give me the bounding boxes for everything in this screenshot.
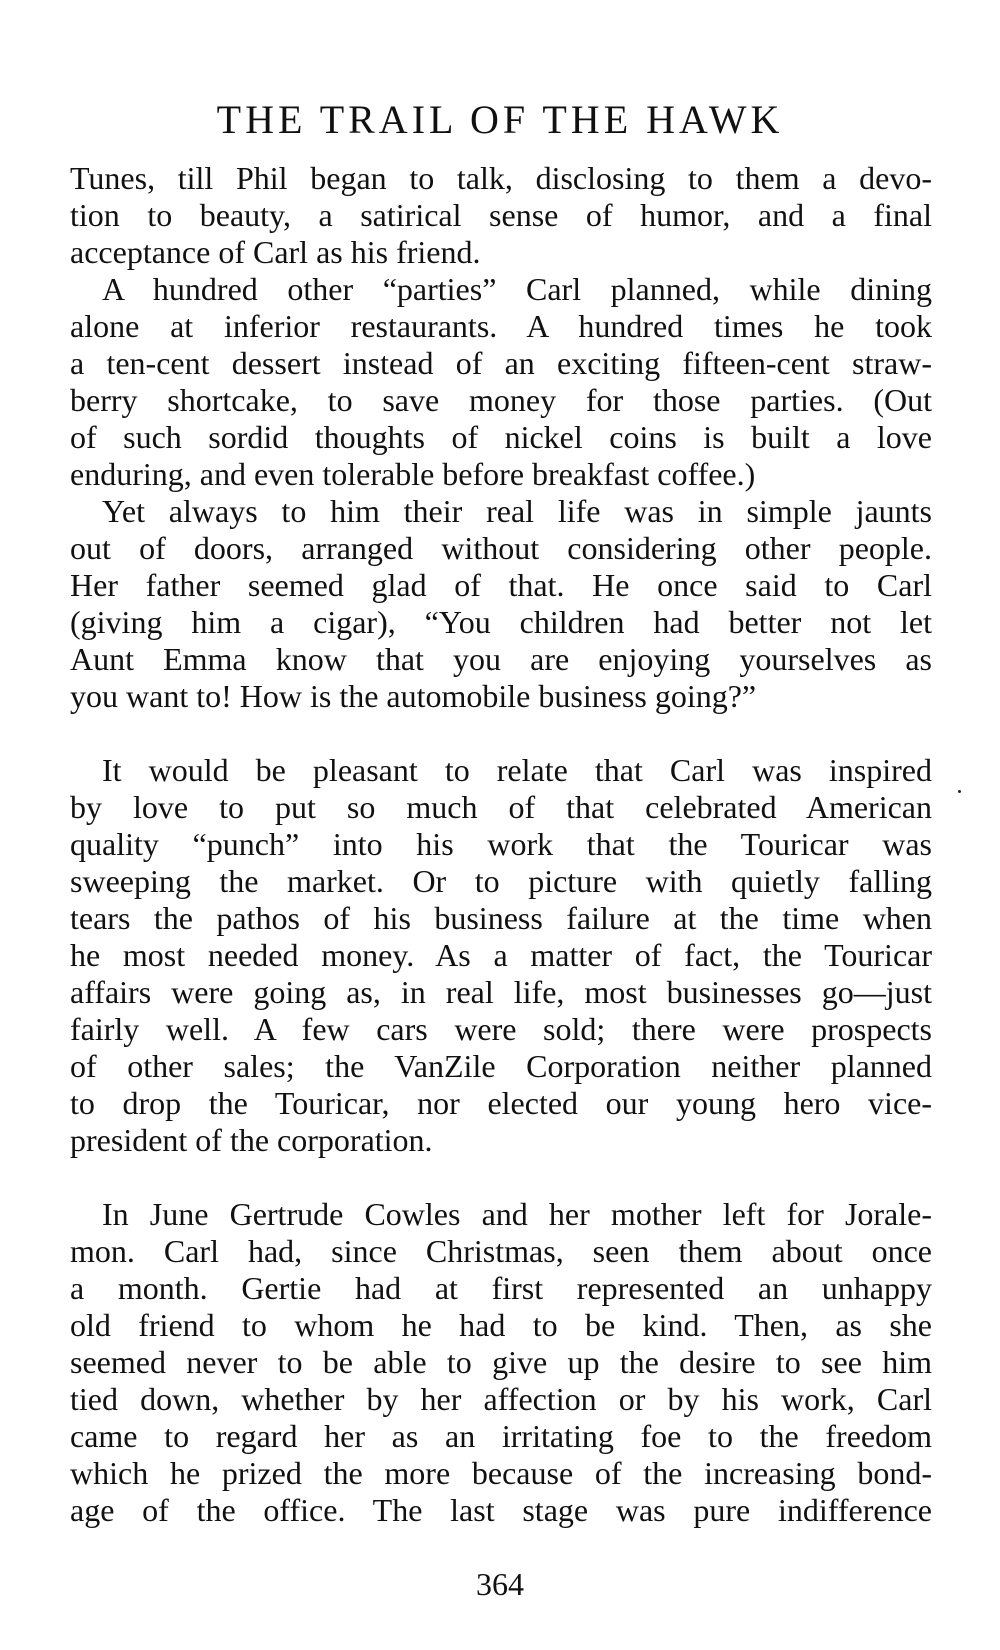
text-line: sweeping the market. Or to picture with quietly falling <box>70 863 932 899</box>
print-speck <box>958 790 961 793</box>
text-line: seemed never to be able to give up the desire to see him <box>70 1344 932 1380</box>
text-line: to drop the Touricar, nor elected our young hero vice- <box>70 1085 932 1121</box>
text-line: old friend to whom he had to be kind. Then, as she <box>70 1307 932 1343</box>
running-head: THE TRAIL OF THE HAWK <box>216 97 784 142</box>
text-line: he most needed money. As a matter of fact, the Touricar <box>70 937 932 973</box>
paragraph <box>70 160 932 271</box>
text-line: Her father seemed glad of that. He once said to Carl <box>70 567 932 603</box>
text-line: quality “punch” into his work that the Touricar was <box>70 826 932 862</box>
text-line: age of the office. The last stage was pure indifference <box>70 1492 932 1528</box>
text-line: a month. Gertie had at first represented an unhappy <box>70 1270 932 1306</box>
text-line: of other sales; the VanZile Corporation neither planned <box>70 1048 932 1084</box>
text-line: by love to put so much of that celebrated American <box>70 789 932 825</box>
text-line: (giving him a cigar), “You children had better not let <box>70 604 932 640</box>
text-line: In June Gertrude Cowles and her mother left for Jorale- <box>102 1196 932 1232</box>
text-line: president of the corporation. <box>70 1122 433 1158</box>
body-text <box>70 160 932 1529</box>
text-line: a ten-cent dessert instead of an exciting fifteen-cent straw- <box>70 345 932 381</box>
paragraph <box>70 752 932 1159</box>
text-line: fairly well. A few cars were sold; there were prospects <box>70 1011 932 1047</box>
text-line: Yet always to him their real life was in simple jaunts <box>102 493 932 529</box>
paragraph <box>70 493 932 715</box>
text-line: tied down, whether by her affection or by his work, Carl <box>70 1381 932 1417</box>
text-line: enduring, and even tolerable before breakfast coffee.) <box>70 456 756 492</box>
text-line: mon. Carl had, since Christmas, seen them about once <box>70 1233 932 1269</box>
text-line: came to regard her as an irritating foe to the freedom <box>70 1418 932 1454</box>
text-line: acceptance of Carl as his friend. <box>70 234 481 270</box>
paragraph <box>70 271 932 493</box>
text-line: Tunes, till Phil began to talk, disclosing to them a devo- <box>70 160 932 196</box>
text-line: of such sordid thoughts of nickel coins is built a love <box>70 419 932 455</box>
text-line: Aunt Emma know that you are enjoying yourselves as <box>70 641 932 677</box>
section-break <box>70 1159 932 1196</box>
section-break <box>70 715 932 752</box>
text-line: tion to beauty, a satirical sense of humor, and a final <box>70 197 932 233</box>
text-line: tears the pathos of his business failure at the time when <box>70 900 932 936</box>
text-line: out of doors, arranged without considering other people. <box>70 530 932 566</box>
text-line: alone at inferior restaurants. A hundred times he took <box>70 308 932 344</box>
text-line: you want to! How is the automobile business going?” <box>70 678 757 714</box>
text-line: affairs were going as, in real life, most businesses go—just <box>70 974 932 1010</box>
text-line: A hundred other “parties” Carl planned, while dining <box>102 271 932 307</box>
text-line: It would be pleasant to relate that Carl was inspired <box>102 752 932 788</box>
paragraph <box>70 1196 932 1529</box>
text-line: berry shortcake, to save money for those parties. (Out <box>70 382 932 418</box>
text-line: which he prized the more because of the increasing bond- <box>70 1455 932 1491</box>
page-number: 364 <box>476 1566 524 1602</box>
